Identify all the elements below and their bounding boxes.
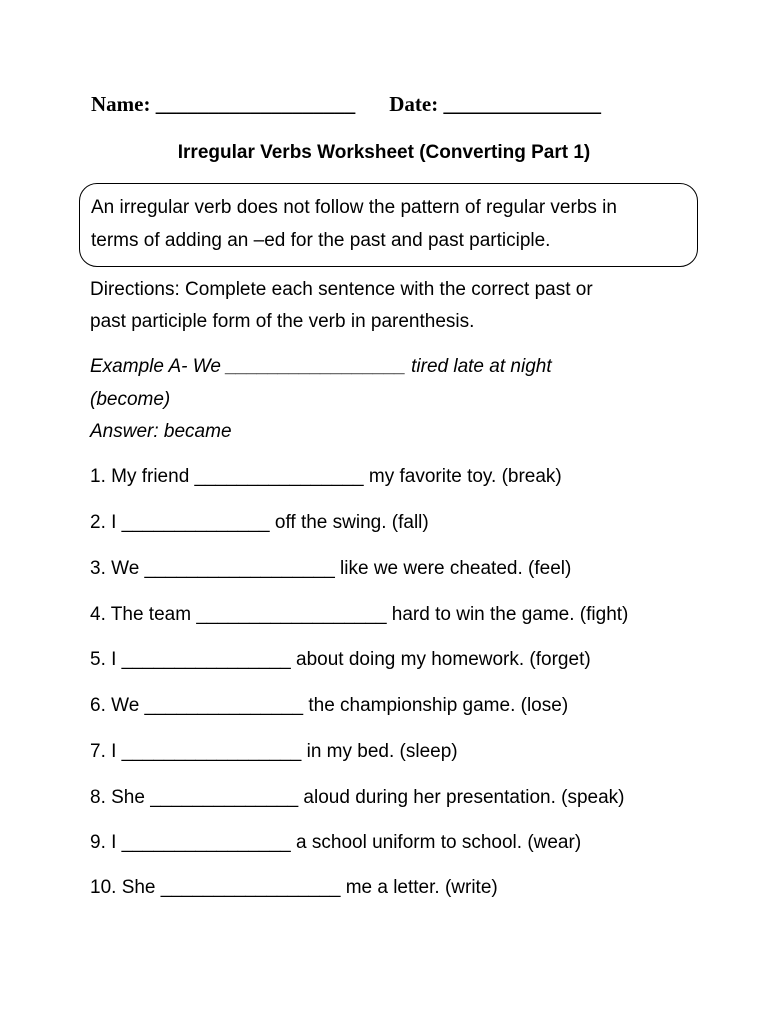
question-9: 9. I ________________ a school uniform to school. (wear) [90, 832, 582, 853]
question-6: 6. We _______________ the championship game. (lose) [90, 695, 569, 716]
directions-line-1: Directions: Complete each sentence with the correct past or [90, 279, 593, 300]
example-line-2: (become) [90, 389, 171, 410]
question-5: 5. I ________________ about doing my homework. (forget) [90, 649, 591, 670]
question-7: 7. I _________________ in my bed. (sleep) [90, 741, 458, 762]
definition-line-2: terms of adding an –ed for the past and past participle. [91, 230, 551, 251]
question-2: 2. I ______________ off the swing. (fall) [90, 512, 429, 533]
question-1: 1. My friend ________________ my favorite toy. (break) [90, 466, 562, 487]
name-field: Name: ___________________ [91, 92, 356, 116]
directions-line-2: past participle form of the verb in parenthesis. [90, 311, 475, 332]
worksheet-title: Irregular Verbs Worksheet (Converting Part 1) [177, 142, 591, 163]
date-field: Date: _______________ [389, 92, 601, 116]
example-line-1: Example A- We _________________ tired late at night [90, 356, 552, 377]
question-4: 4. The team __________________ hard to win the game. (fight) [90, 604, 629, 625]
example-answer: Answer: became [90, 421, 232, 442]
header-line [91, 92, 601, 117]
question-10: 10. She _________________ me a letter. (write) [90, 877, 498, 898]
definition-line-1: An irregular verb does not follow the pattern of regular verbs in [91, 197, 617, 218]
definition-box [79, 183, 698, 267]
question-8: 8. She ______________ aloud during her presentation. (speak) [90, 787, 625, 808]
question-3: 3. We __________________ like we were cheated. (feel) [90, 558, 572, 579]
